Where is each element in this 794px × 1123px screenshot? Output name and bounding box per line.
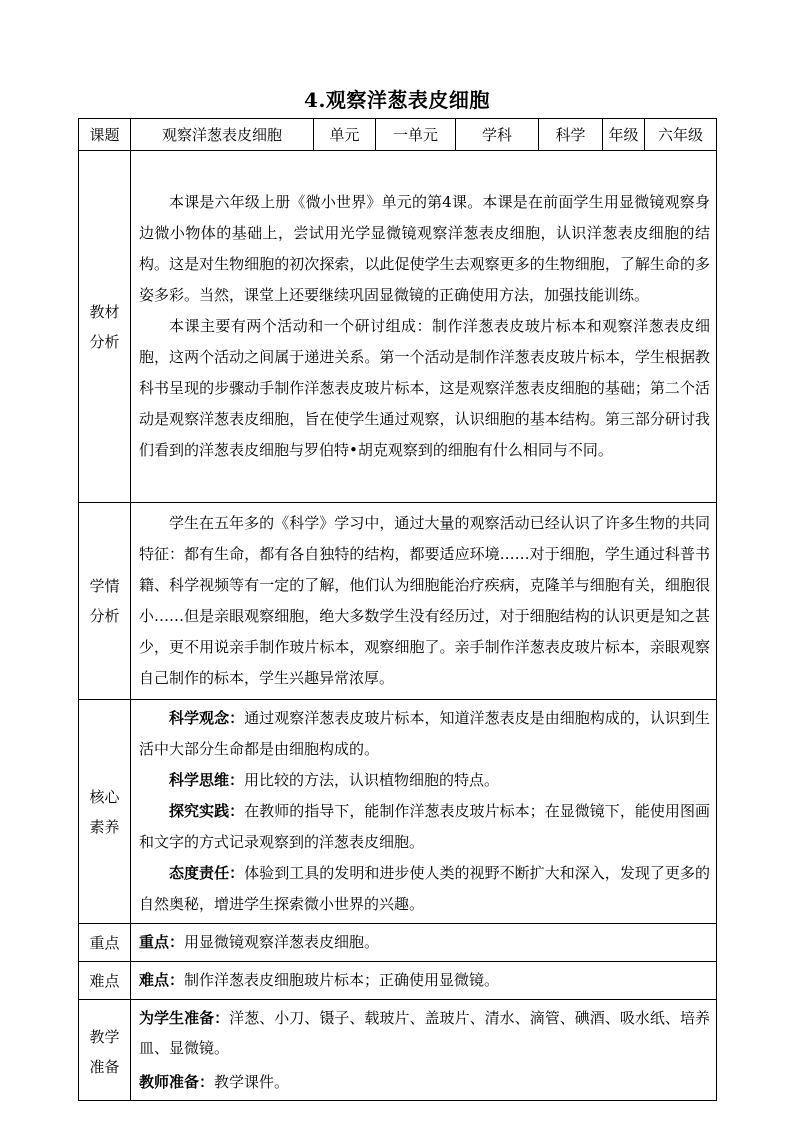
label-line: 学情 — [89, 577, 120, 595]
literacy-item — [139, 765, 710, 796]
difficulty-term: 难点： — [139, 971, 185, 989]
paragraph: 学生在五年多的《科学》学习中，通过大量的观察活动已经认识了许多生物的共同特征：都有生命，都有各自独特的结构，都要适应环境……对于细胞，学生通过科普书籍、科学视频等有一定的了解，他们认为细胞能治疗疾病，克隆羊与细胞有关，细胞很小……但是亲眼观察细胞，绝大多数学生没有经历过，对于细胞结构的认识更是知之甚少，更不用说亲手制作玻片标本，观察细胞了。亲手制作洋葱表皮玻片标本，亲眼观察自己制作的标本，学生兴趣异常浓厚。 — [139, 514, 710, 687]
literacy-text: 用比较的方法，认识植物细胞的特点。 — [244, 771, 500, 789]
paragraph: 本课是六年级上册《微小世界》单元的第4课。本课是在前面学生用显微镜观察身边微小物体的基础上，尝试用光学显微镜观察洋葱表皮细胞，认识洋葱表皮细胞的结构。这是对生物细胞的初次探索，以此促使学生去观察更多的生物细胞，了解生命的多姿多彩。当然，课堂上还要继续巩固显微镜的正确使用方法，加强技能训练。 — [139, 193, 710, 304]
label-line: 教材 — [89, 302, 120, 321]
difficulty-text: 制作洋葱表皮细胞玻片标本；正确使用显微镜。 — [184, 971, 500, 989]
student-analysis-label — [79, 503, 131, 700]
key-point-label: 重点 — [79, 924, 131, 962]
preparation-label — [79, 1000, 131, 1101]
student-preparation-term: 为学生准备： — [139, 1009, 230, 1027]
student-analysis-content — [131, 503, 717, 700]
literacy-term: 态度责任： — [169, 864, 245, 882]
key-point-term: 重点： — [139, 933, 185, 951]
difficulty-content — [131, 962, 717, 1000]
subject-label: 学科 — [456, 119, 539, 151]
core-literacy-label — [79, 700, 131, 924]
teacher-preparation-text: 教学课件。 — [214, 1073, 290, 1091]
literacy-term: 探究实践： — [169, 802, 245, 820]
header-row — [79, 119, 717, 151]
key-point-row — [79, 924, 717, 962]
literacy-text: 在教师的指导下，能制作洋葱表皮玻片标本；在显微镜下，能使用图画和文字的方式记录观察到的洋葱表皮细胞。 — [139, 802, 710, 851]
document-title: 4.观察洋葱表皮细胞 — [304, 88, 490, 112]
paragraph: 本课主要有两个活动和一个研讨组成：制作洋葱表皮玻片标本和观察洋葱表皮细胞，这两个活动之间属于递进关系。第一个活动是制作洋葱表皮玻片标本，学生根据教科书呈现的步骤动手制作洋葱表皮玻片标本，这是观察洋葱表皮细胞的基础；第二个活动是观察洋葱表皮细胞，旨在使学生通过观察，认识细胞的基本结构。第三部分研讨我们看到的洋葱表皮细胞与罗伯特•胡克观察到的细胞有什么相同与不同。 — [139, 317, 710, 459]
key-point-content — [131, 924, 717, 962]
grade-label: 年级 — [603, 119, 645, 151]
literacy-item — [139, 796, 710, 858]
grade-value: 六年级 — [645, 119, 717, 151]
preparation-content — [131, 1000, 717, 1101]
label-line: 准备 — [89, 1058, 120, 1076]
literacy-item — [139, 703, 710, 765]
subject-value: 科学 — [539, 119, 603, 151]
teacher-preparation-term: 教师准备： — [139, 1073, 215, 1091]
textbook-analysis-content — [131, 151, 717, 503]
key-point-line — [139, 927, 710, 958]
teacher-preparation — [139, 1067, 710, 1097]
difficulty-label: 难点 — [79, 962, 131, 1000]
label-line: 教学 — [89, 1028, 120, 1046]
textbook-analysis-label — [79, 151, 131, 503]
label-line: 核心 — [89, 787, 120, 806]
unit-value: 一单元 — [376, 119, 456, 151]
lesson-label: 课题 — [79, 119, 131, 151]
label-line: 素养 — [89, 817, 120, 836]
student-preparation-text: 洋葱、小刀、镊子、载玻片、盖玻片、清水、滴管、碘酒、吸水纸、培养皿、显微镜。 — [139, 1009, 710, 1057]
core-literacy-row — [79, 700, 717, 924]
label-line: 分析 — [89, 332, 120, 351]
student-preparation — [139, 1003, 710, 1063]
preparation-row — [79, 1000, 717, 1101]
key-point-text: 用显微镜观察洋葱表皮细胞。 — [184, 933, 380, 951]
lesson-value: 观察洋葱表皮细胞 — [131, 119, 314, 151]
literacy-term: 科学思维： — [169, 771, 245, 789]
lesson-plan-table — [78, 118, 717, 1101]
student-analysis-row — [79, 503, 717, 700]
difficulty-line — [139, 965, 710, 996]
difficulty-row — [79, 962, 717, 1000]
literacy-text: 体验到工具的发明和进步使人类的视野不断扩大和深入，发现了更多的自然奥秘，增进学生探索微小世界的兴趣。 — [139, 864, 710, 913]
label-line: 分析 — [89, 607, 120, 625]
textbook-analysis-row — [79, 151, 717, 503]
literacy-item — [139, 858, 710, 920]
literacy-text: 通过观察洋葱表皮玻片标本，知道洋葱表皮是由细胞构成的，认识到生活中大部分生命都是由细胞构成的。 — [139, 709, 710, 758]
core-literacy-content — [131, 700, 717, 924]
unit-label: 单元 — [314, 119, 376, 151]
literacy-term: 科学观念： — [169, 709, 245, 727]
